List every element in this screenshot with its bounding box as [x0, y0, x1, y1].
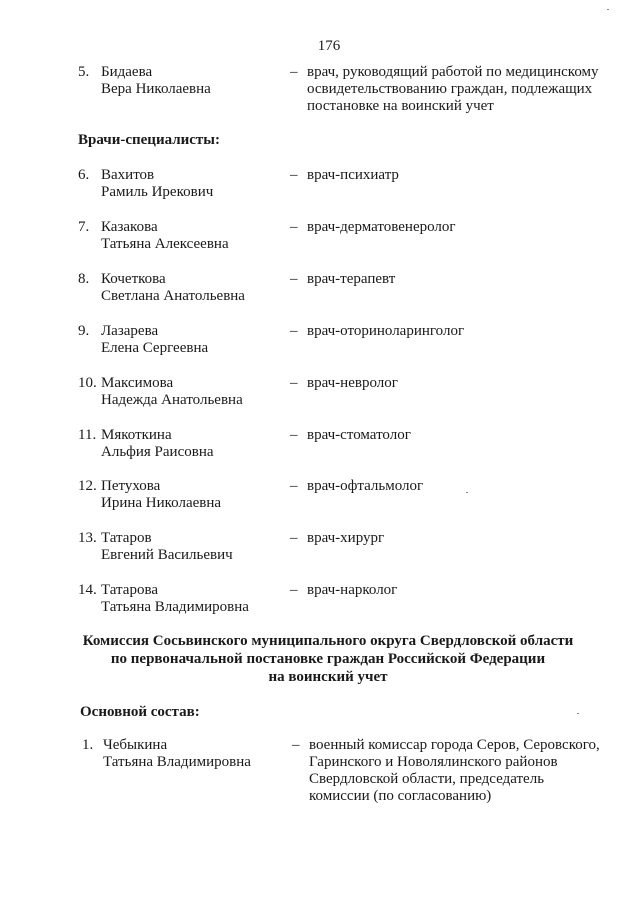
scan-speck [607, 9, 609, 10]
person-name [101, 375, 243, 409]
dash-separator: – [290, 530, 298, 546]
item-number: 8. [78, 271, 90, 287]
item-number: 5. [78, 64, 90, 80]
page-number: 176 [317, 38, 341, 54]
role-line: врач-офтальмолог [307, 478, 424, 494]
surname: Максимова [101, 375, 174, 391]
surname: Татаров [101, 530, 152, 546]
item-number: 1. [82, 737, 94, 753]
dash-separator: – [290, 427, 298, 443]
role-line: военный комиссар города Серов, Серовского, [309, 737, 600, 753]
role-line: Свердловской области, председатель [309, 771, 545, 787]
role-description [307, 582, 637, 599]
item-number: 12. [78, 478, 97, 494]
person-name [101, 427, 214, 461]
role-description [307, 323, 637, 340]
person-name [101, 323, 208, 357]
person-name [101, 167, 213, 201]
role-line: освидетельствованию граждан, подлежащих [307, 81, 593, 97]
given-names: Татьяна Владимировна [103, 754, 251, 770]
surname: Вахитов [101, 167, 155, 183]
given-names: Вера Николаевна [101, 81, 211, 97]
person-name [103, 737, 251, 771]
given-names: Альфия Раисовна [101, 444, 214, 460]
surname: Татарова [101, 582, 158, 598]
dash-separator: – [290, 478, 298, 494]
commission-title-line: по первоначальной постановке граждан Российской Федерации [110, 651, 546, 667]
surname: Петухова [101, 478, 161, 494]
role-description [307, 271, 637, 288]
role-line: врач-хирург [307, 530, 385, 546]
person-name [101, 530, 233, 564]
role-line: врач-нарколог [307, 582, 398, 598]
role-description [307, 64, 637, 115]
given-names: Рамиль Ирекович [101, 184, 214, 200]
dash-separator: – [290, 219, 298, 235]
given-names: Надежда Анатольевна [101, 392, 243, 408]
given-names: Татьяна Алексеевна [101, 236, 229, 252]
role-description [307, 375, 637, 392]
role-description [307, 478, 637, 495]
person-name [101, 478, 221, 512]
role-line: Гаринского и Новолялинского районов [309, 754, 558, 770]
given-names: Светлана Анатольевна [101, 288, 245, 304]
role-description [307, 427, 637, 444]
item-number: 11. [78, 427, 97, 443]
surname: Лазарева [101, 323, 159, 339]
surname: Чебыкина [103, 737, 168, 753]
given-names: Елена Сергеевна [101, 340, 209, 356]
surname: Казакова [101, 219, 158, 235]
specialists-heading: Врачи-специалисты: [78, 132, 221, 148]
dash-separator: – [290, 271, 298, 287]
dash-separator: – [292, 737, 300, 753]
item-number: 10. [78, 375, 97, 391]
role-line: комиссии (по согласованию) [309, 788, 492, 804]
dash-separator: – [290, 167, 298, 183]
role-line: врач-оториноларинголог [307, 323, 465, 339]
commission-title-line: Комиссия Сосьвинского муниципального округа Свердловской области [82, 633, 574, 649]
role-line: врач-терапевт [307, 271, 396, 287]
role-description [309, 737, 639, 805]
item-number: 14. [78, 582, 97, 598]
item-number: 7. [78, 219, 90, 235]
role-line: врач, руководящий работой по медицинскому [307, 64, 599, 80]
role-description [307, 530, 637, 547]
role-line: врач-стоматолог [307, 427, 411, 443]
person-name [101, 582, 249, 616]
role-line: врач-невролог [307, 375, 398, 391]
role-line: врач-психиатр [307, 167, 399, 183]
surname: Бидаева [101, 64, 153, 80]
surname: Кочеткова [101, 271, 166, 287]
role-line: врач-дерматовенеролог [307, 219, 456, 235]
role-description [307, 167, 637, 184]
given-names: Татьяна Владимировна [101, 599, 249, 615]
item-number: 9. [78, 323, 90, 339]
dash-separator: – [290, 375, 298, 391]
dash-separator: – [290, 582, 298, 598]
item-number: 6. [78, 167, 90, 183]
commission-title-line: на воинский учет [268, 669, 388, 685]
main-composition-heading: Основной состав: [80, 704, 200, 720]
role-description [307, 219, 637, 236]
person-name [101, 64, 211, 98]
dash-separator: – [290, 323, 298, 339]
given-names: Ирина Николаевна [101, 495, 222, 511]
given-names: Евгений Васильевич [101, 547, 233, 563]
item-number: 13. [78, 530, 97, 546]
dash-separator: – [290, 64, 298, 80]
scan-speck [577, 713, 579, 714]
role-line: постановке на воинский учет [307, 98, 494, 114]
surname: Мякоткина [101, 427, 172, 443]
commission-title [0, 632, 640, 686]
person-name [101, 219, 229, 253]
person-name [101, 271, 245, 305]
